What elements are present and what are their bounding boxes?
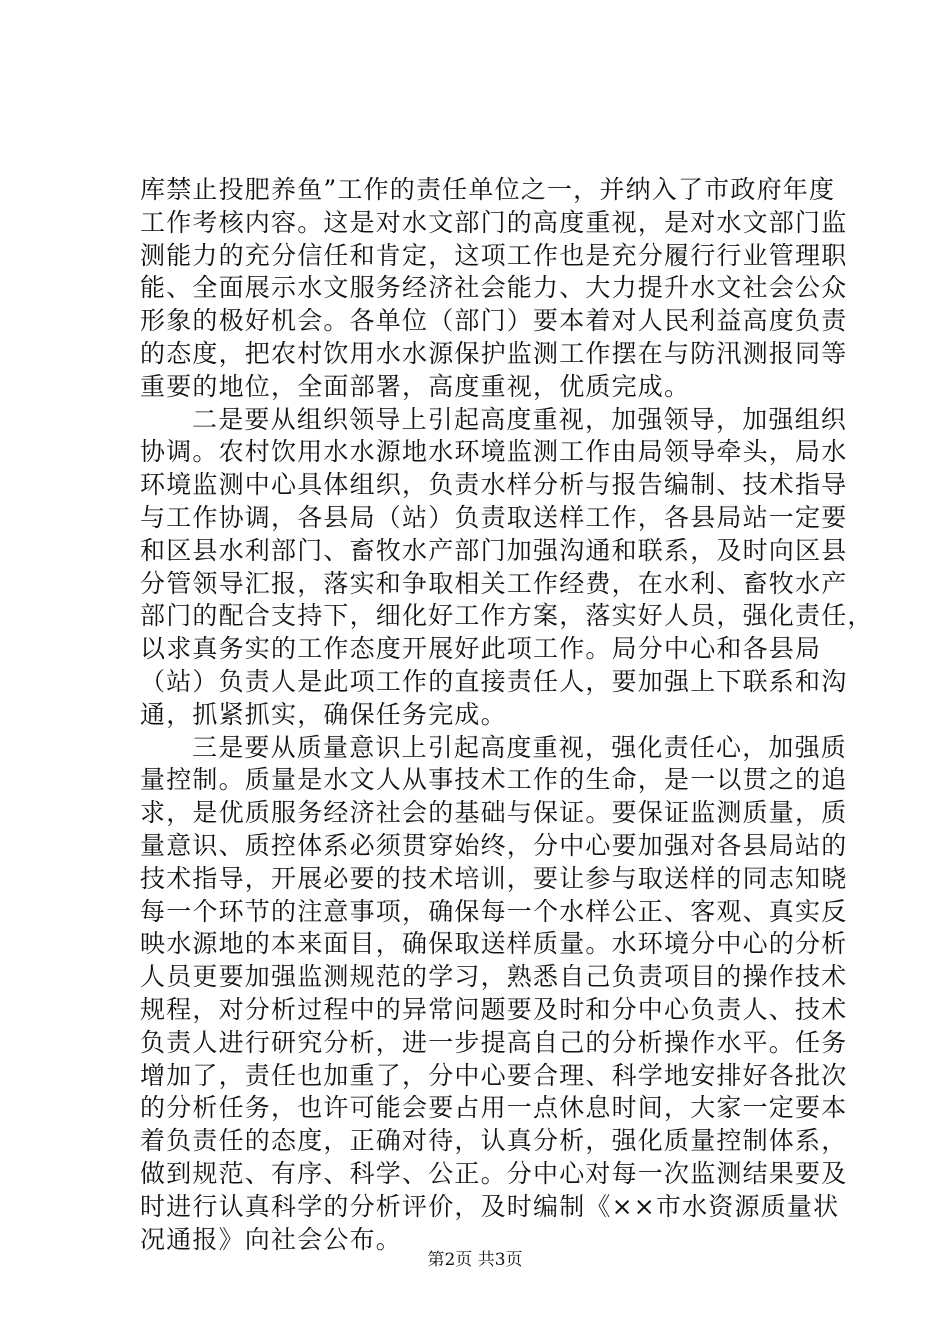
text-line: 规程，对分析过程中的异常问题要及时和分中心负责人、技术 [140, 994, 848, 1024]
text-line: 以求真务实的工作态度开展好此项工作。局分中心和各县局 [140, 634, 822, 664]
text-line: 二是要从组织领导上引起高度重视，加强领导，加强组织 [192, 404, 848, 434]
text-line: 量控制。质量是水文人从事技术工作的生命，是一以贯之的追 [140, 765, 848, 795]
body-text [140, 174, 874, 1256]
text-line: 工作考核内容。这是对水文部门的高度重视，是对水文部门监 [140, 207, 848, 237]
text-line: 通，抓紧抓实，确保任务完成。 [140, 699, 507, 729]
text-line: 能、全面展示水文服务经济社会能力、大力提升水文社会公众 [140, 273, 848, 303]
text-line: 部门的配合支持下，细化好工作方案，落实好人员，强化责任， [140, 601, 874, 631]
text-line: 况通报》向社会公布。 [140, 1224, 403, 1254]
text-line: 增加了，责任也加重了，分中心要合理、科学地安排好各批次 [140, 1060, 848, 1090]
text-line: 人员更要加强监测规范的学习，熟悉自己负责项目的操作技术 [140, 962, 848, 992]
text-line: 协调。农村饮用水水源地水环境监测工作由局领导牵头，局水 [140, 437, 848, 467]
text-line: 技术指导，开展必要的技术培训，要让参与取送样的同志知晓 [140, 863, 848, 893]
text-line: 的态度，把农村饮用水水源保护监测工作摆在与防汛测报同等 [140, 338, 848, 368]
text-line: 形象的极好机会。各单位（部门）要本着对人民利益高度负责 [140, 306, 848, 336]
text-line: 与工作协调，各县局（站）负责取送样工作，各县局站一定要 [140, 502, 848, 532]
text-line: 量意识、质控体系必须贯穿始终，分中心要加强对各县局站的 [140, 830, 848, 860]
text-line: 负责人进行研究分析，进一步提高自己的分析操作水平。任务 [140, 1027, 848, 1057]
text-line: 的分析任务，也许可能会要占用一点休息时间，大家一定要本 [140, 1093, 848, 1123]
text-line: 环境监测中心具体组织，负责水样分析与报告编制、技术指导 [140, 470, 848, 500]
text-line: 着负责任的态度，正确对待，认真分析，强化质量控制体系， [140, 1126, 848, 1156]
text-line: 每一个环节的注意事项，确保每一个水样公正、客观、真实反 [140, 896, 848, 926]
text-line: 做到规范、有序、科学、公正。分中心对每一次监测结果要及 [140, 1158, 848, 1188]
text-line: 映水源地的本来面目，确保取送样质量。水环境分中心的分析 [140, 929, 848, 959]
text-line: 三是要从质量意识上引起高度重视，强化责任心，加强质 [192, 732, 848, 762]
text-line: 重要的地位，全面部署，高度重视，优质完成。 [140, 371, 691, 401]
text-line: 分管领导汇报，落实和争取相关工作经费，在水利、畜牧水产 [140, 568, 848, 598]
text-line: 测能力的充分信任和肯定，这项工作也是充分履行行业管理职 [140, 240, 848, 270]
text-line: （站）负责人是此项工作的直接责任人，要加强上下联系和沟 [140, 666, 848, 696]
text-line: 时进行认真科学的分析评价，及时编制《××市水资源质量状 [140, 1191, 840, 1221]
page-number-footer: 第2页 共3页 [427, 1250, 523, 1270]
text-line: 求，是优质服务经济社会的基础与保证。要保证监测质量，质 [140, 798, 848, 828]
text-line: 和区县水利部门、畜牧水产部门加强沟通和联系，及时向区县 [140, 535, 848, 565]
text-line: 库禁止投肥养鱼”工作的责任单位之一，并纳入了市政府年度 [140, 175, 836, 204]
